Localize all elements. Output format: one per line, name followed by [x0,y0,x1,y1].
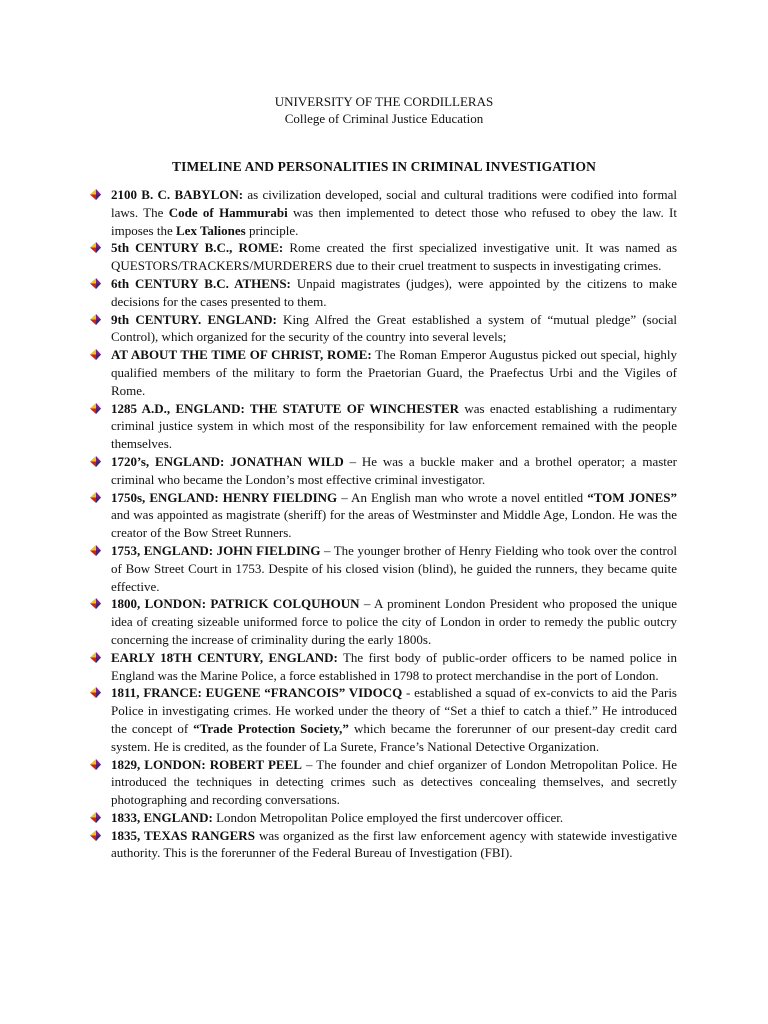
timeline-entry [111,827,677,863]
timeline-entry [111,239,677,275]
entry-text: which became the forerunner of our present-day credit card system. He is credited, as the founder of La Surete, France’s National Detective Organization. [111,720,677,754]
university-name: UNIVERSITY OF THE CORDILLERAS [274,94,494,109]
entry-keyword: 1833, ENGLAND: [111,809,213,825]
arrow-bullet-icon [89,758,102,771]
timeline-list [111,186,677,862]
arrow-bullet-icon [89,241,102,254]
timeline-entry [111,809,677,827]
entry-text: London Metropolitan Police employed the first undercover officer. [212,809,564,825]
arrow-bullet-icon [89,829,102,842]
entry-keyword: 9th CENTURY. ENGLAND: [111,311,277,327]
arrow-bullet-icon [89,277,102,290]
timeline-entry [111,186,677,239]
entry-text: as civilization developed, social and cultural traditions were codified into formal laws. The [111,187,677,220]
entry-text: – The founder and chief organizer of London Metropolitan Police. He introduced the techniques in detecting crimes such as detectives concealing themselves, and secretly photographing and recording conversations. [111,756,677,808]
timeline-entry [111,346,677,399]
entry-text: The Roman Emperor Augustus picked out special, highly qualified members of the military to form the Praetorian Guard, the Praefectus Urbi and the Vigiles of Rome. [111,347,677,398]
arrow-bullet-icon [89,455,102,468]
entry-keyword: 1720’s, ENGLAND: JONATHAN WILD [111,453,344,469]
arrow-bullet-icon [89,544,102,557]
entry-keyword: 2100 B. C. BABYLON: [111,187,244,202]
timeline-entry [111,400,677,453]
entry-keyword: EARLY 18TH CENTURY, ENGLAND: [111,649,338,665]
timeline-entry [111,756,677,809]
entry-text: – He was a buckle maker and a brothel operator; a master criminal who became the London’s most effective criminal investigator. [111,453,677,487]
timeline-entry [111,489,677,542]
entry-text: principle. [245,222,299,238]
timeline-entry [111,275,677,311]
entry-text: was enacted establishing a rudimentary criminal justice system in which most of the responsibility for law enforcement remained with the people themselves. [111,400,677,452]
entry-text: and was appointed as magistrate (sheriff) for the areas of Westminster and Middle Age, London. He was the creator of the Bow Street Runners. [111,507,677,541]
entry-text: was organized as the first law enforcement agency with statewide investigative authority. This is the forerunner of the Federal Bureau of Investigation (FBI). [111,827,677,861]
entry-keyword: 1753, ENGLAND: JOHN FIELDING [111,542,321,558]
entry-text: – An English man who wrote a novel entitled [337,489,588,505]
entry-keyword: 1811, FRANCE: EUGENE “FRANCOIS” VIDOCQ [111,685,403,701]
entry-keyword: 6th CENTURY B.C. ATHENS: [111,275,291,291]
entry-text: Unpaid magistrates (judges), were appointed by the citizens to make decisions for the cases presented to them. [111,275,677,309]
entry-keyword: 1835, TEXAS RANGERS [111,827,255,843]
arrow-bullet-icon [89,348,102,361]
entry-text: The first body of public-order officers to be named police in England was the Marine Police, a force established in 1798 to protect merchandise in the port of London. [111,649,677,683]
entry-keyword: “Trade Protection Society,” [193,720,349,736]
arrow-bullet-icon [89,686,102,699]
entry-text: Rome created the first specialized investigative unit. It was named as QUESTORS/TRACKERS/MURDERERS due to their cruel treatment to suspects in investigating crimes. [111,240,678,274]
entry-text: was then implemented to detect those who refused to obey the law. It imposes the [111,204,677,238]
college-name: College of Criminal Justice Education [284,111,484,126]
timeline-entry [111,453,677,489]
arrow-bullet-icon [89,402,102,415]
entry-keyword: AT ABOUT THE TIME OF CHRIST, ROME: [111,347,372,363]
entry-text: King Alfred the Great established a system of “mutual pledge” (social Control), which organized for the security of the country into several levels; [111,311,677,345]
entry-text: – The younger brother of Henry Fielding who took over the control of Bow Street Court in 1753. Despite of his closed vision (blind), he guided the runners, they became quite effective. [111,542,677,594]
entry-keyword: “TOM JONES” [587,489,677,505]
timeline-entry [111,311,677,347]
timeline-entry [111,595,677,648]
entry-keyword: 1829, LONDON: ROBERT PEEL [111,756,302,772]
arrow-bullet-icon [89,313,102,326]
timeline-entry [111,542,677,595]
document-title: TIMELINE AND PERSONALITIES IN CRIMINAL INVESTIGATION [172,159,596,174]
entry-keyword: 1800, LONDON: PATRICK COLQUHOUN [111,596,360,612]
arrow-bullet-icon [89,491,102,504]
arrow-bullet-icon [89,811,102,824]
entry-keyword: 1285 A.D., ENGLAND: THE STATUTE OF WINCHESTER [111,400,460,416]
arrow-bullet-icon [89,651,102,664]
entry-keyword: 5th CENTURY B.C., ROME: [111,240,284,256]
arrow-bullet-icon [89,188,102,201]
entry-keyword: 1750s, ENGLAND: HENRY FIELDING [111,489,338,505]
entry-keyword: Code of Hammurabi [168,204,288,220]
timeline-entry [111,684,677,755]
entry-text: – A prominent London President who proposed the unique idea of creating sizeable uniformed force to police the city of London in order to remedy the public outcry concerning the increase of criminality during the early 1800s. [111,596,678,647]
arrow-bullet-icon [89,597,102,610]
entry-text: - established a squad of ex-convicts to aid the Paris Police in investigating crimes. He worked under the theory of “Set a thief to catch a thief.” He introduced the concept of [111,685,677,736]
timeline-entry [111,649,677,685]
entry-keyword: Lex Taliones [176,222,246,238]
